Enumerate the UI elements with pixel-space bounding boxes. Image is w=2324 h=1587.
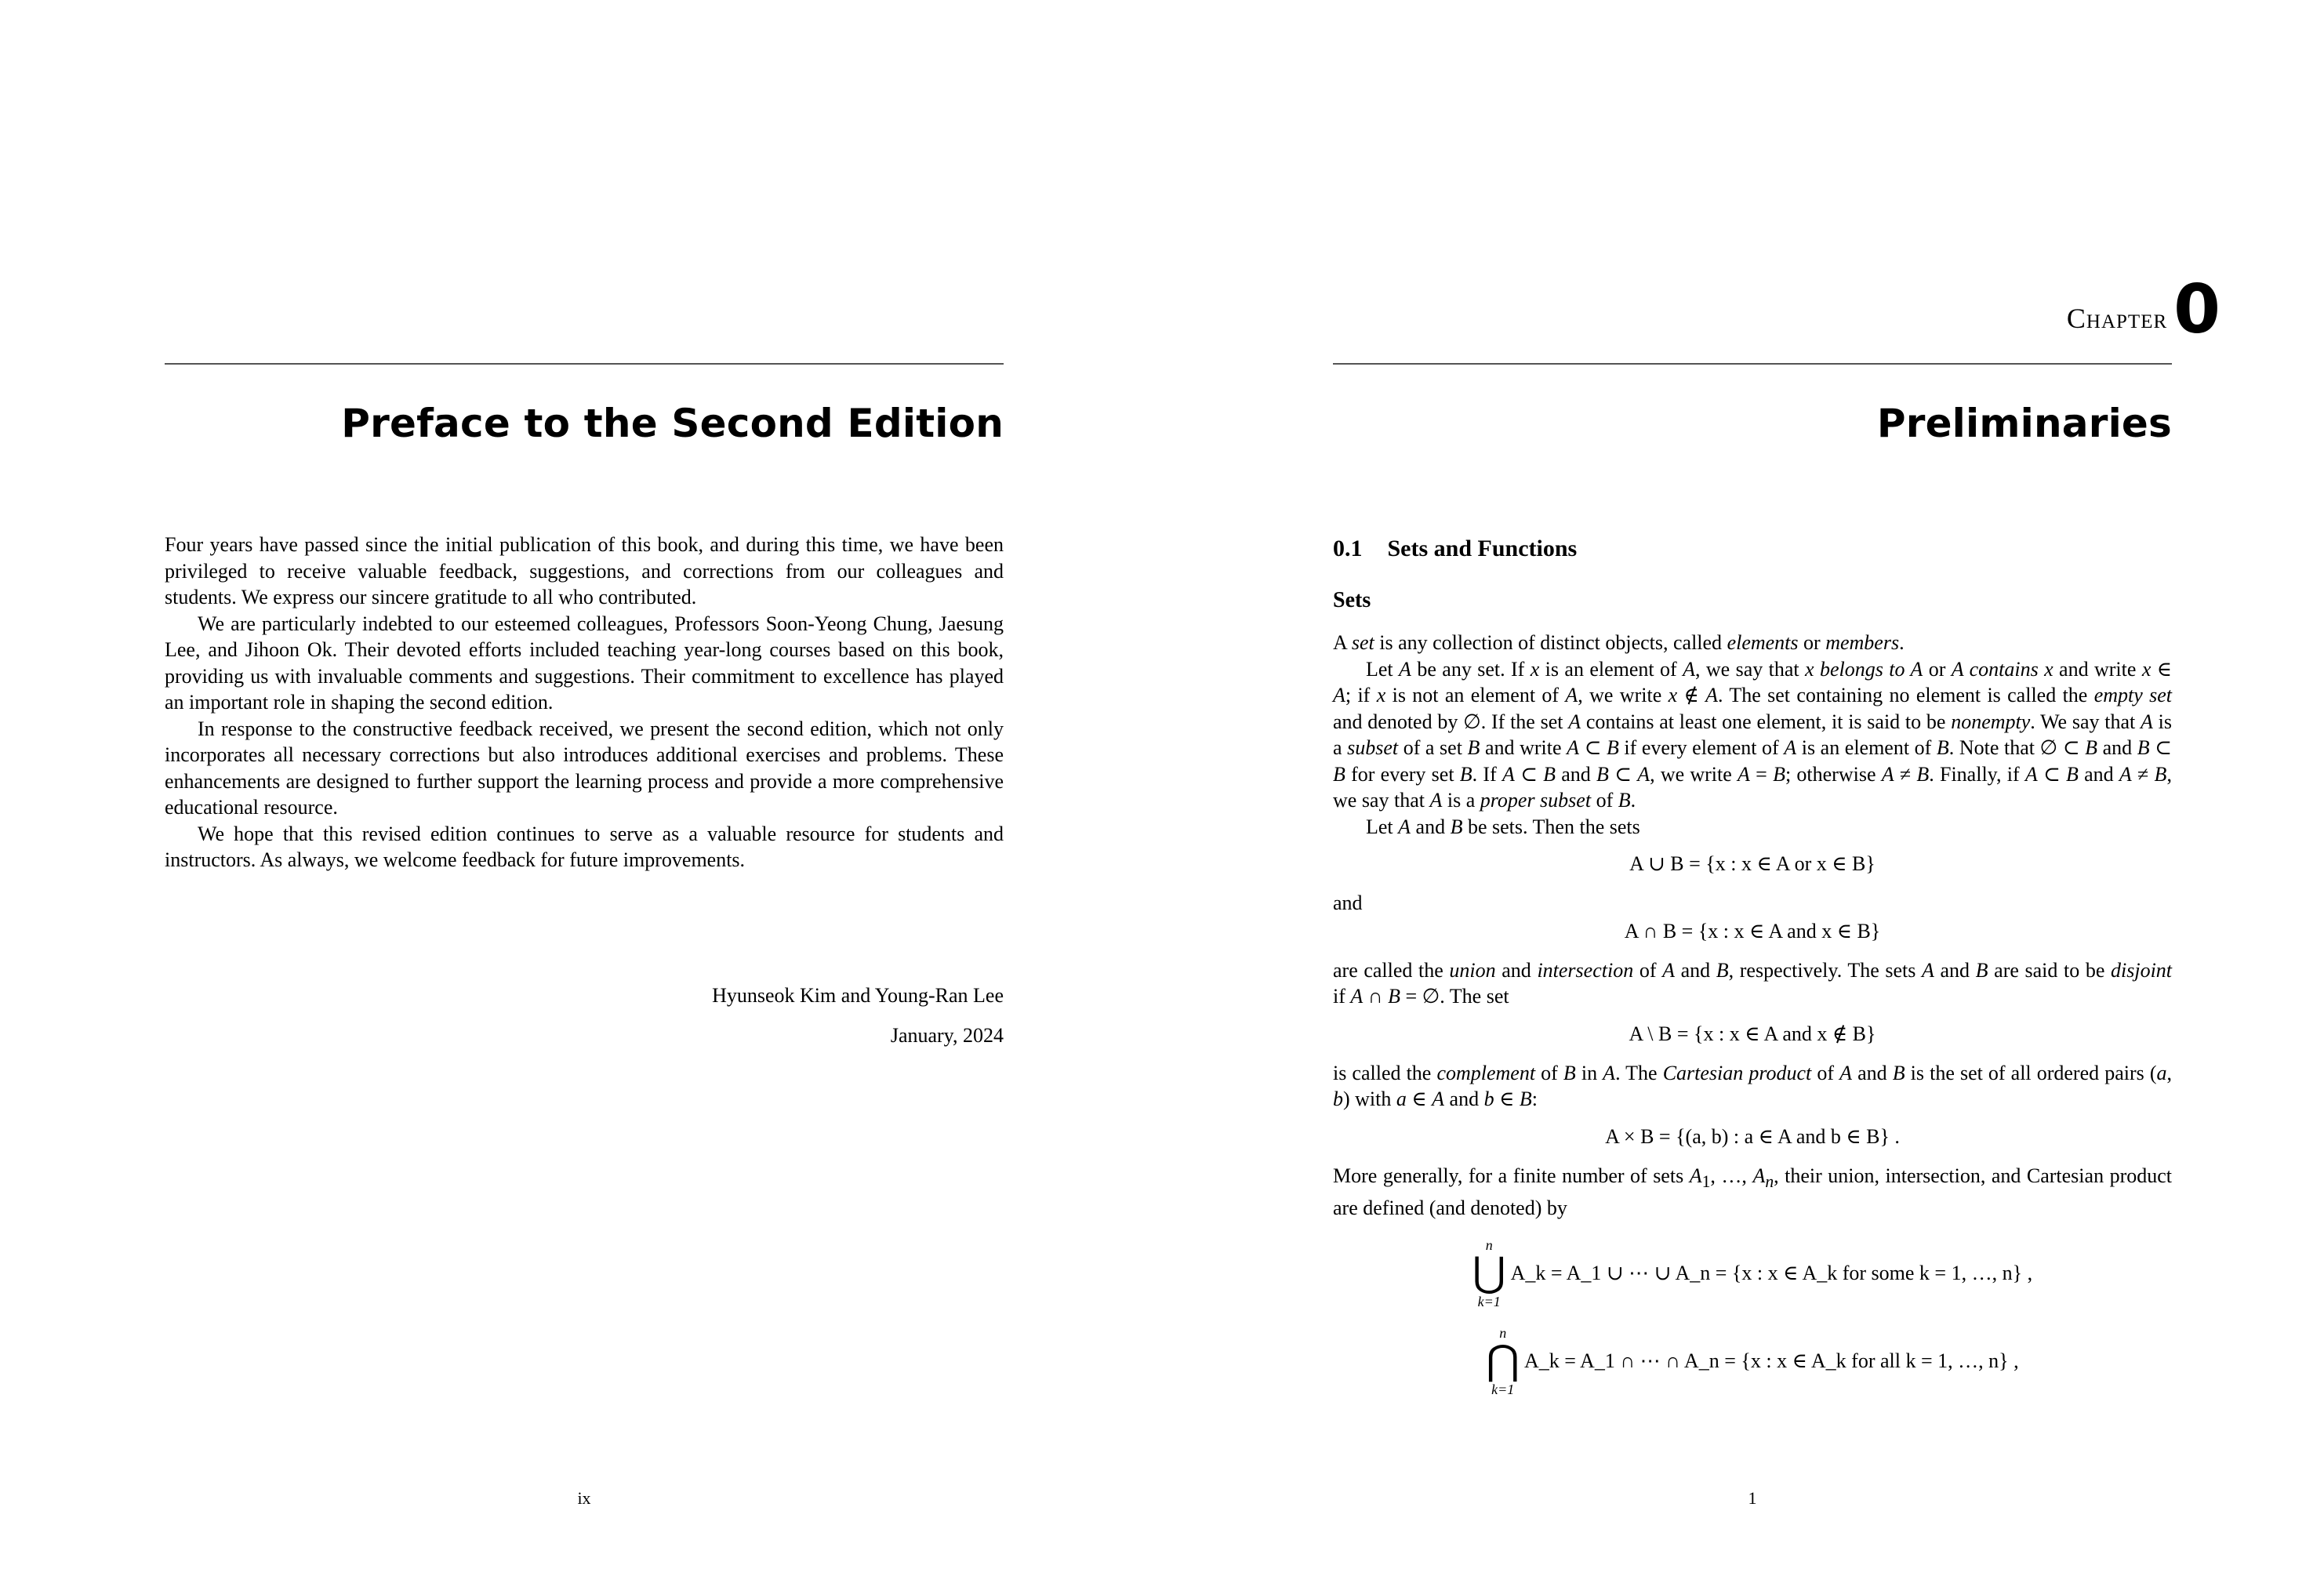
union-expression: A_k = A_1 ∪ ⋯ ∪ A_n = {x : x ∈ A_k for some k = 1, …, n} , xyxy=(1510,1261,2033,1284)
chapter-word: Chapter xyxy=(2066,303,2168,334)
subsection-heading: Sets xyxy=(1333,588,1371,612)
big-intersection-operator xyxy=(1486,1325,1520,1397)
left-page xyxy=(165,0,1004,1587)
chapter-label xyxy=(2066,271,2221,349)
page-number: 1 xyxy=(1748,1488,1757,1508)
title-rule xyxy=(1333,363,2172,365)
section-number: 0.1 xyxy=(1333,536,1363,561)
complement-definition: A \ B = {x : x ∈ A and x ∉ B} xyxy=(1629,1022,1876,1045)
preface-body xyxy=(165,532,1004,873)
big-union-operator xyxy=(1472,1237,1506,1309)
lower-limit: k=1 xyxy=(1491,1381,1515,1397)
intersection-expression: A_k = A_1 ∩ ⋯ ∩ A_n = {x : x ∈ A_k for all k = 1, …, n} , xyxy=(1524,1349,2019,1372)
preface-paragraph: We are particularly indebted to our esteemed colleagues, Professors Soon-Yeong Chung, Jaesung Lee, and Jihoon Ok. Their devoted efforts included teaching year-long courses based on this book, providing us with invaluable comments and suggestions. Their commitment to excellence has played an important role in shaping the second edition. xyxy=(165,612,1004,714)
preface-date: January, 2024 xyxy=(890,1024,1004,1047)
section-heading xyxy=(1333,536,1577,562)
big-union-symbol: ⋃ xyxy=(1472,1250,1506,1295)
sets-body xyxy=(1333,630,2172,1407)
right-page xyxy=(1333,0,2221,1587)
preface-authors: Hyunseok Kim and Young-Ran Lee xyxy=(712,984,1004,1007)
title-rule xyxy=(165,363,1004,365)
chapter-number: 0 xyxy=(2173,271,2221,349)
preface-title: Preface to the Second Edition xyxy=(341,401,1004,446)
preface-paragraph: Four years have passed since the initial publication of this book, and during this time, we have been privileged to receive valuable feedback, suggestions, and corrections from our colleagues and students. We express our sincere gratitude to all who contributed. xyxy=(165,533,1004,608)
definition-paragraph: A set is any collection of distinct objects, called elements or members. xyxy=(1333,631,1905,654)
general-union-formula xyxy=(1333,1237,2172,1309)
preface-paragraph: We hope that this revised edition continues to serve as a valuable resource for students and instructors. As always, we welcome feedback for future improvements. xyxy=(165,822,1004,871)
chapter-title: Preliminaries xyxy=(1876,401,2172,446)
product-definition: A × B = {(a, b) : a ∈ A and b ∈ B} . xyxy=(1605,1124,1900,1148)
intersection-definition: A ∩ B = {x : x ∈ A and x ∈ B} xyxy=(1624,919,1881,942)
definition-paragraph: More generally, for a finite number of sets $A_1$, …, $A_n$, their union, intersection, and Cartesian product are defined (and denoted) by xyxy=(1333,1164,2172,1220)
upper-limit: n xyxy=(1485,1237,1493,1253)
definition-paragraph: Let A be any set. If x is an element of A, we say that x belongs to A or A contains x and write x ∈ A; if x is not an element of A, we write x ∉ A. The set containing no element is called the empty set and denoted by ∅. If the set A contains at least one element, it is said to be nonempty. We say that A is a subset of a set B and write A ⊂ B if every element of A is an element of B. Note that ∅ ⊂ B and B ⊂ B for every set B. If A ⊂ B and B ⊂ A, we write A = B; otherwise A ≠ B. Finally, if A ⊂ B and A ≠ B, we say that A is a proper subset of B. xyxy=(1333,657,2173,812)
upper-limit: n xyxy=(1499,1324,1507,1341)
section-title: Sets and Functions xyxy=(1387,536,1578,561)
lower-limit: k=1 xyxy=(1477,1293,1501,1309)
definition-paragraph: are called the union and intersection of A and B, respectively. The sets A and B are said to be disjoint if A ∩ B = ∅. The set xyxy=(1333,958,2173,1008)
page-number: ix xyxy=(577,1488,591,1508)
general-intersection-formula xyxy=(1333,1325,2172,1397)
union-definition: A ∪ B = {x : x ∈ A or x ∈ B} xyxy=(1629,852,1876,875)
definition-paragraph: Let A and B be sets. Then the sets xyxy=(1366,815,1640,838)
preface-paragraph: In response to the constructive feedback received, we present the second edition, which not only incorporates all necessary corrections but also introduces additional exercises and problems. These enhancements are designed to further support the learning process and provide a more comprehensive educational resource. xyxy=(165,717,1004,819)
big-intersection-symbol: ⋂ xyxy=(1486,1338,1520,1383)
connector-text: and xyxy=(1333,892,1363,914)
definition-paragraph: is called the complement of B in A. The Cartesian product of A and B is the set of all ordered pairs (a, b) with a ∈ A and b ∈ B: xyxy=(1333,1061,2172,1110)
